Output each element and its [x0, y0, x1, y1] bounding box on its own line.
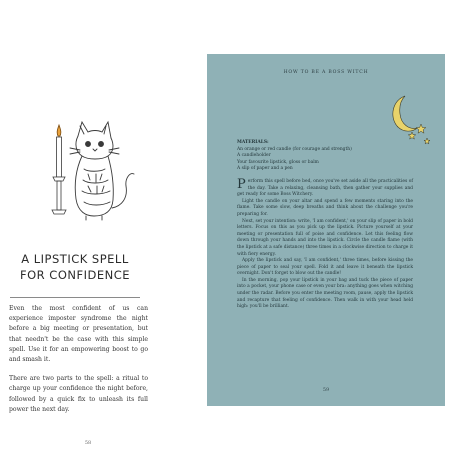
title-rule [10, 297, 140, 298]
left-page-number: 58 [84, 440, 92, 446]
instruction-paragraph: Next, set your intention: write, 'I am confident,' on your slip of paper in bold letters. Focus on this as you pick up the lipstick. Picture yourself at your meeting or presentation full of poise and confidence. Let this feeling flow down through your hands and into the lipstick. Circle the candle flame (with the lipstick at a safe distance) three times in a clockwise direction to charge it with fiery energy. [237, 218, 413, 257]
right-page-number: 59 [322, 387, 330, 393]
cat-candle-illustration [50, 114, 135, 222]
materials-list [237, 147, 413, 173]
left-page [0, 52, 228, 446]
spell-title [8, 251, 142, 283]
instruction-paragraph: In the morning, pop your lipstick in your bag and tuck the piece of paper into a pocket, your phone case or even your bra: anything goes when witching under the radar. Before you enter the meeting room, pause, apply the lipstick and recapture that feeling of confidence. Then walk in with your head held high: you'll be brilliant. [237, 277, 413, 310]
instruction-paragraph-1-text: erform this spell before bed, once you've set aside all the practicalities of the day. Take a relaxing, cleansing bath, then gather your supplies and get ready for some Boss Witchery. [237, 178, 413, 198]
materials-item: Your favourite lipstick, gloss or balm [237, 159, 319, 165]
materials-item: An orange or red candle (for courage and strength) [237, 146, 352, 152]
drop-cap: P [237, 176, 246, 192]
materials-item: A candleholder [237, 153, 271, 159]
spell-title-line2: FOR CONFIDENCE [19, 268, 131, 282]
instruction-paragraph-1 [237, 176, 413, 199]
intro-paragraph-1: Even the most confident of us can experience imposter syndrome the night before a big meeting or presentation, but that needn't be the case with this simple spell. Use it for an empowering boost to go and smash it. [9, 305, 148, 364]
instruction-paragraph: Light the candle on your altar and spend a few moments staring into the flame. Take some slow, deep breaths and think about the challenge you're preparing for. [237, 198, 413, 217]
spell-instructions [237, 140, 413, 311]
materials-heading: MATERIALS: [237, 140, 269, 145]
spell-title-line1: A LIPSTICK SPELL [21, 252, 129, 266]
right-page [207, 54, 445, 406]
materials-item: A slip of paper and a pen [237, 166, 293, 172]
intro-text [9, 304, 148, 424]
instruction-paragraph: Apply the lipstick and say, 'I am confident,' three times, before kissing the piece of paper to seal your spell. Fold it and leave it beneath the lipstick overnight. Don't forget to blow out the candle! [237, 258, 413, 277]
intro-paragraph-2: There are two parts to the spell: a ritual to charge up your confidence the night before, followed by a quick fix to unleash its full power the next day. [9, 375, 148, 413]
running-head: HOW TO BE A BOSS WITCH [283, 70, 369, 75]
